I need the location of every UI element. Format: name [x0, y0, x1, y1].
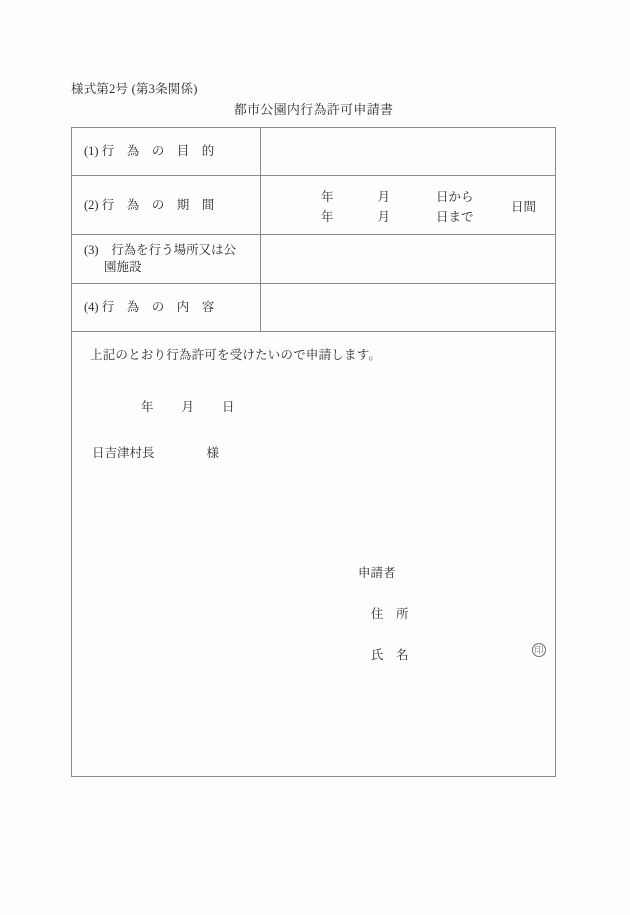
row-value-purpose[interactable]: [261, 128, 556, 176]
period-duration-unit: 日間: [511, 200, 537, 214]
form-code: 様式第2号 (第3条関係): [71, 82, 198, 96]
period-end-month-label: 月: [377, 210, 391, 224]
row-number-purpose: (1): [84, 144, 99, 159]
table-row-purpose: [72, 128, 555, 176]
row-label-text-place-line2: 園施設: [104, 260, 142, 274]
applicant-address-field[interactable]: [358, 604, 418, 622]
applicant-address-label: 住 所: [371, 607, 409, 621]
row-number-content: (4): [84, 300, 99, 315]
table-row-period: [72, 176, 555, 235]
row-label-text-purpose: 行 為 の 目 的: [101, 144, 215, 159]
period-start-year-label: 年: [321, 190, 334, 204]
applicant-name-field[interactable]: [358, 645, 544, 663]
period-start-line: [321, 187, 474, 205]
application-statement: 上記のとおり行為許可を受けたいので申請します。: [90, 348, 382, 362]
submission-date-line[interactable]: [141, 397, 235, 415]
row-label-place: [72, 235, 261, 284]
period-end-line: [321, 207, 474, 225]
row-label-purpose: [72, 128, 261, 176]
period-start-day-label: 日から: [436, 190, 474, 204]
row-label-text-place: 行為を行う場所又は公: [98, 243, 237, 258]
period-end-day-label: 日まで: [436, 210, 474, 224]
row-number-place: (3): [84, 243, 99, 258]
period-fields: [271, 176, 545, 234]
addressee-name: 日吉津村長: [92, 446, 155, 460]
applicant-block: [358, 563, 544, 663]
submission-year-label: 年: [141, 400, 154, 414]
applicant-role-label: 申請者: [358, 566, 396, 580]
period-start-month-label: 月: [377, 190, 391, 204]
row-value-content[interactable]: [261, 284, 556, 332]
form-box: [71, 127, 556, 777]
table-row-content: [72, 284, 555, 332]
row-label-text-content: 行 為 の 内 容: [101, 300, 215, 315]
row-label-period: [72, 176, 261, 235]
addressee-line: [92, 443, 219, 461]
seal-stamp-icon: 印: [532, 643, 546, 657]
table-row-place: [72, 235, 555, 284]
applicant-name-label: 氏 名: [371, 648, 409, 662]
submission-month-label: 月: [181, 400, 195, 414]
period-end-year-label: 年: [321, 210, 334, 224]
page-title: 都市公園内行為許可申請書: [233, 102, 394, 117]
submission-day-label: 日: [222, 400, 235, 414]
application-table: [72, 128, 555, 332]
row-value-place[interactable]: [261, 235, 556, 284]
row-value-period[interactable]: [261, 176, 556, 235]
addressee-honorific: 様: [206, 446, 220, 460]
row-number-period: (2): [84, 197, 99, 212]
row-label-content: [72, 284, 261, 332]
row-label-text-period: 行 為 の 期 間: [101, 197, 215, 212]
